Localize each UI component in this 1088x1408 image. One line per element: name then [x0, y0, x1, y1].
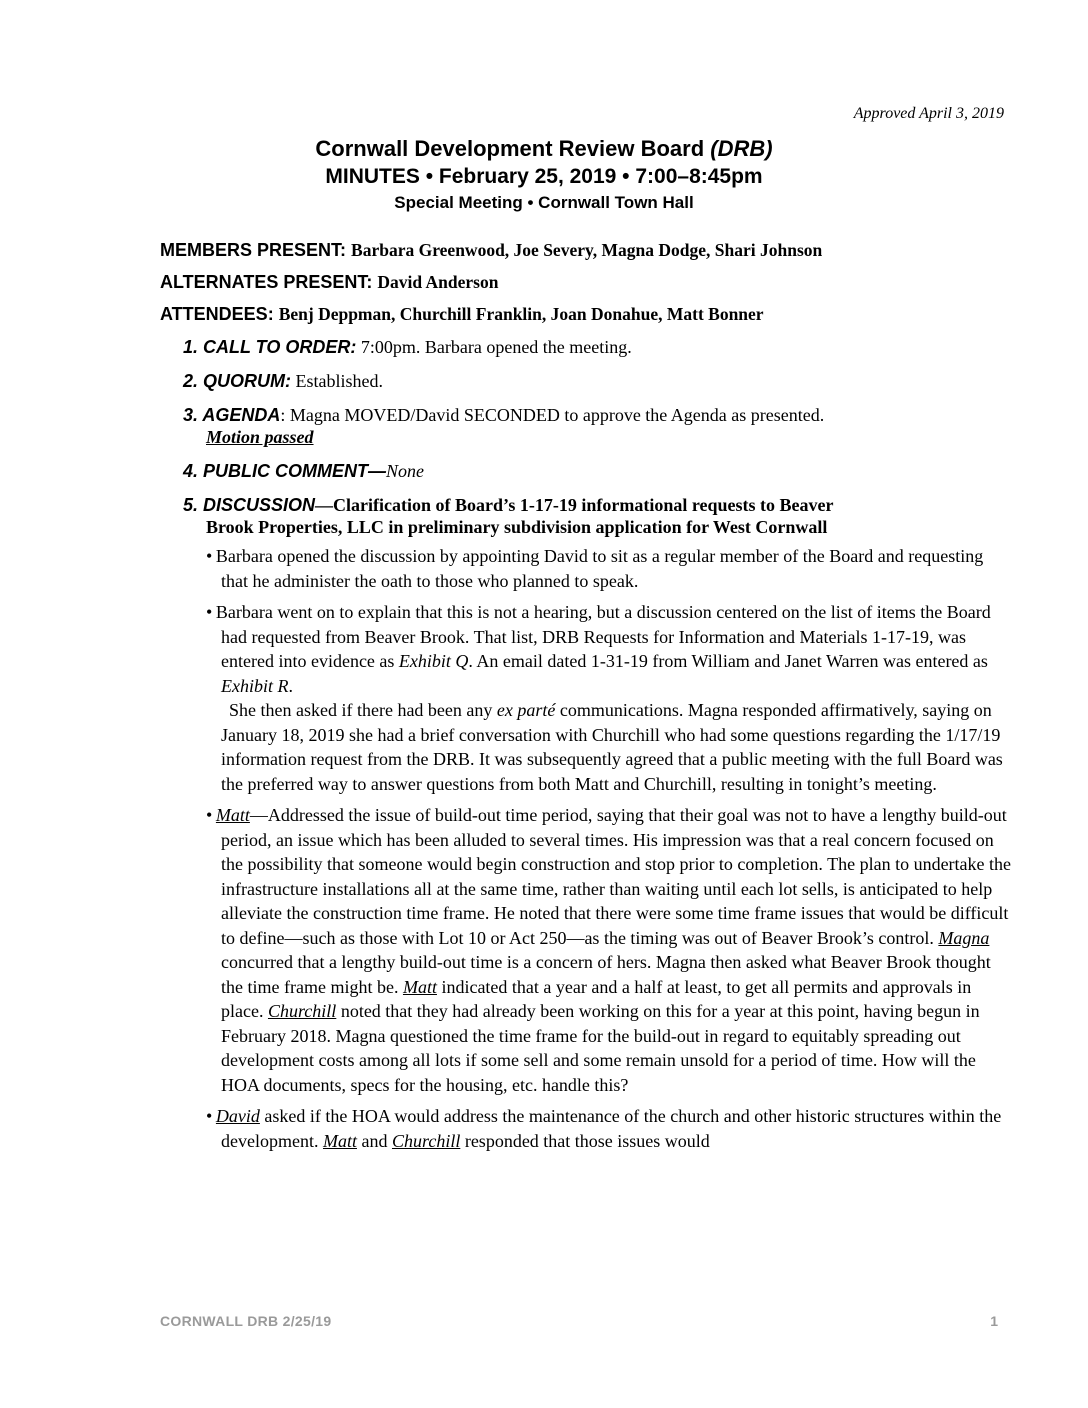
item-agenda	[183, 404, 1013, 448]
discussion-bullets	[183, 544, 1013, 1153]
item-text: : Magna MOVED/David SECONDED to approve the Agenda as presented.	[280, 405, 825, 425]
motion-passed: Motion passed	[206, 427, 314, 447]
meeting-location: Special Meeting • Cornwall Town Hall	[394, 193, 694, 212]
attendance-roster	[160, 234, 1020, 330]
item-label: 3. AGENDA	[183, 405, 281, 425]
speaker-churchill: Churchill	[267, 1001, 337, 1021]
page-number: 1	[990, 1313, 998, 1329]
alternates-names: David Anderson	[377, 272, 499, 292]
bullet-text: —Addressed the issue of build-out time period, saying that their goal was not to have a lengthy build-out period, an issue which has been alluded to several times. His impression was that a real concern focused on the possibility that someone would begin construction and stop prior to completion. The plan to undertake the infrastructure installations all at the same time, rather than waiting until each lot sells, is anticipated to help alleviate the construction time frame. He noted that there were some time frame issues that would be difficult to define—such as those with Lot 10 or Act 250—as the timing was out of Beaver Brook’s control.	[221, 805, 1012, 948]
item-discussion	[183, 494, 1013, 538]
item-call-to-order	[183, 336, 1013, 358]
bullet-text: .	[288, 675, 293, 696]
item-label: 5. DISCUSSION	[183, 495, 316, 515]
footer-label: CORNWALL DRB 2/25/19	[160, 1313, 332, 1329]
speaker-david: David	[215, 1106, 260, 1126]
members-label: MEMBERS PRESENT	[160, 240, 341, 260]
minutes-subtitle: MINUTES • February 25, 2019 • 7:00–8:45pm	[325, 165, 763, 188]
bullet-text: responded that those issues would	[460, 1130, 710, 1151]
board-title-main: Cornwall Development Review Board	[315, 136, 711, 161]
bullet-text: indicated that a year and a half at least, to get all permits and approvals in place.	[221, 976, 972, 1021]
bullet-text: concurred that a lengthy build-out time is a concern of hers. Magna then asked what Beaver Brook thought the time frame might be.	[221, 952, 991, 997]
speaker-matt: Matt	[322, 1130, 357, 1151]
bullet-text: Barbara went on to explain that this is not a hearing, but a discussion centered on the list of items the Board had requested from Beaver Brook. That list, DRB Requests for Information and Materials 1-17-19, was entered into evidence as	[215, 602, 991, 671]
discussion-title: —Clarification of Board’s 1-17-19 informational requests to Beaver	[315, 495, 834, 515]
speaker-churchill: Churchill	[391, 1130, 461, 1151]
ex-parte-term: ex parté	[496, 700, 556, 720]
agenda-items	[183, 336, 1013, 1160]
exhibit-q: Exhibit Q	[398, 651, 469, 671]
board-title-abbr: (DRB)	[710, 136, 773, 161]
item-label: 4. PUBLIC COMMENT—	[183, 461, 387, 481]
alternates-label: ALTERNATES PRESENT	[160, 272, 367, 292]
item-text: Established.	[291, 371, 383, 391]
item-public-comment	[183, 460, 1013, 482]
bullet-text: communications. Magna responded affirmatively, saying on January 18, 2019 she had a brief conversation with Churchill who had some questions regarding the 1/17/19 information request from the DRB. It was subsequently agreed that a public meeting with the full Board was the preferred way to answer questions from both Matt and Churchill, resulting in tonight’s meeting.	[221, 700, 1003, 794]
bullet-text: and	[356, 1130, 392, 1151]
list-item: • Barbara went on to explain that this is not a hearing, but a discussion centered on the list of items the Board had requested from Beaver Brook. That list, DRB Requests for Information and Materials 1-17-19, was entered into evidence as Exhibit Q. An email dated 1-31-19 from William and Janet Warren was entered as Exhibit R. She then asked if there had been any ex parté communications. Magna responded affirmatively, saying on January 18, 2019 she had a brief conversation with Churchill who had some questions regarding the 1/17/19 information request from the DRB. It was subsequently agreed that a public meeting with the full Board was the preferred way to answer questions from both Matt and Churchill, resulting in tonight’s meeting.	[206, 602, 1003, 794]
bullet-text: noted that they had already been working on this for a year at this point, having begun in February 2018. Magna questioned the time frame for the build-out in regard to equitably spreading out development costs among all lots if some sell and some remain unsold for a period of time. How will the HOA documents, specs for the housing, etc. handle this?	[221, 1001, 980, 1095]
alternates-present-row: ALTERNATES PRESENT: David Anderson	[160, 272, 499, 292]
attendees-row: ATTENDEES: Benj Deppman, Churchill Franklin, Joan Donahue, Matt Bonner	[160, 304, 764, 324]
members-names: Barbara Greenwood, Joe Severy, Magna Dodge, Shari Johnson	[351, 240, 823, 260]
attendees-names: Benj Deppman, Churchill Franklin, Joan Donahue, Matt Bonner	[278, 304, 764, 324]
attendees-label: ATTENDEES	[160, 304, 268, 324]
list-item: • David asked if the HOA would address the maintenance of the church and other historic structures within the development. Matt and Churchill responded that those issues would	[206, 1106, 1002, 1151]
board-title	[0, 135, 1088, 163]
list-item: • Barbara opened the discussion by appointing David to sit as a regular member of the Board and requesting that he administer the oath to those who planned to speak.	[206, 546, 984, 591]
bullet-text: . An email dated 1-31-19 from William and Janet Warren was entered as	[468, 651, 988, 671]
bullet-text: Barbara opened the discussion by appointing David to sit as a regular member of the Board and requesting that he administer the oath to those who planned to speak.	[215, 546, 984, 591]
item-quorum	[183, 370, 1013, 392]
item-text: None	[386, 461, 425, 481]
approval-note: Approved April 3, 2019	[853, 105, 1004, 122]
list-item: • Matt—Addressed the issue of build-out time period, saying that their goal was not to have a lengthy build-out period, an issue which has been alluded to several times. His impression was that a real concern focused on the possibility that someone would begin construction and stop prior to completion. The plan to undertake the infrastructure installations all at the same time, rather than waiting until each lot sells, is anticipated to help alleviate the construction time frame. He noted that there were some time frame issues that would be difficult to define—such as those with Lot 10 or Act 250—as the timing was out of Beaver Brook’s control. Magna concurred that a lengthy build-out time is a concern of hers. Magna then asked what Beaver Brook thought the time frame might be. Matt indicated that a year and a half at least, to get all permits and approvals in place. Churchill noted that they had already been working on this for a year at this point, having begun in February 2018. Magna questioned the time frame for the build-out in regard to equitably spreading out development costs among all lots if some sell and some remain unsold for a period of time. How will the HOA documents, specs for the housing, etc. handle this?	[206, 805, 1012, 1095]
item-text: 7:00pm. Barbara opened the meeting.	[356, 337, 632, 357]
document-header	[0, 135, 1088, 215]
item-label: 1. CALL TO ORDER:	[183, 337, 357, 357]
speaker-magna: Magna	[938, 927, 990, 948]
bullet-text: asked if the HOA would address the maintenance of the church and other historic structures within the development.	[221, 1106, 1002, 1151]
speaker-matt: Matt	[402, 976, 437, 997]
members-present-row: MEMBERS PRESENT: Barbara Greenwood, Joe Severy, Magna Dodge, Shari Johnson	[160, 240, 823, 260]
discussion-title-cont: Brook Properties, LLC in preliminary subdivision application for West Cornwall	[206, 517, 828, 537]
speaker-matt: Matt	[215, 805, 250, 825]
exhibit-r: Exhibit R	[221, 675, 289, 696]
item-label: 2. QUORUM:	[183, 371, 291, 391]
bullet-text: She then asked if there had been any	[229, 700, 497, 720]
